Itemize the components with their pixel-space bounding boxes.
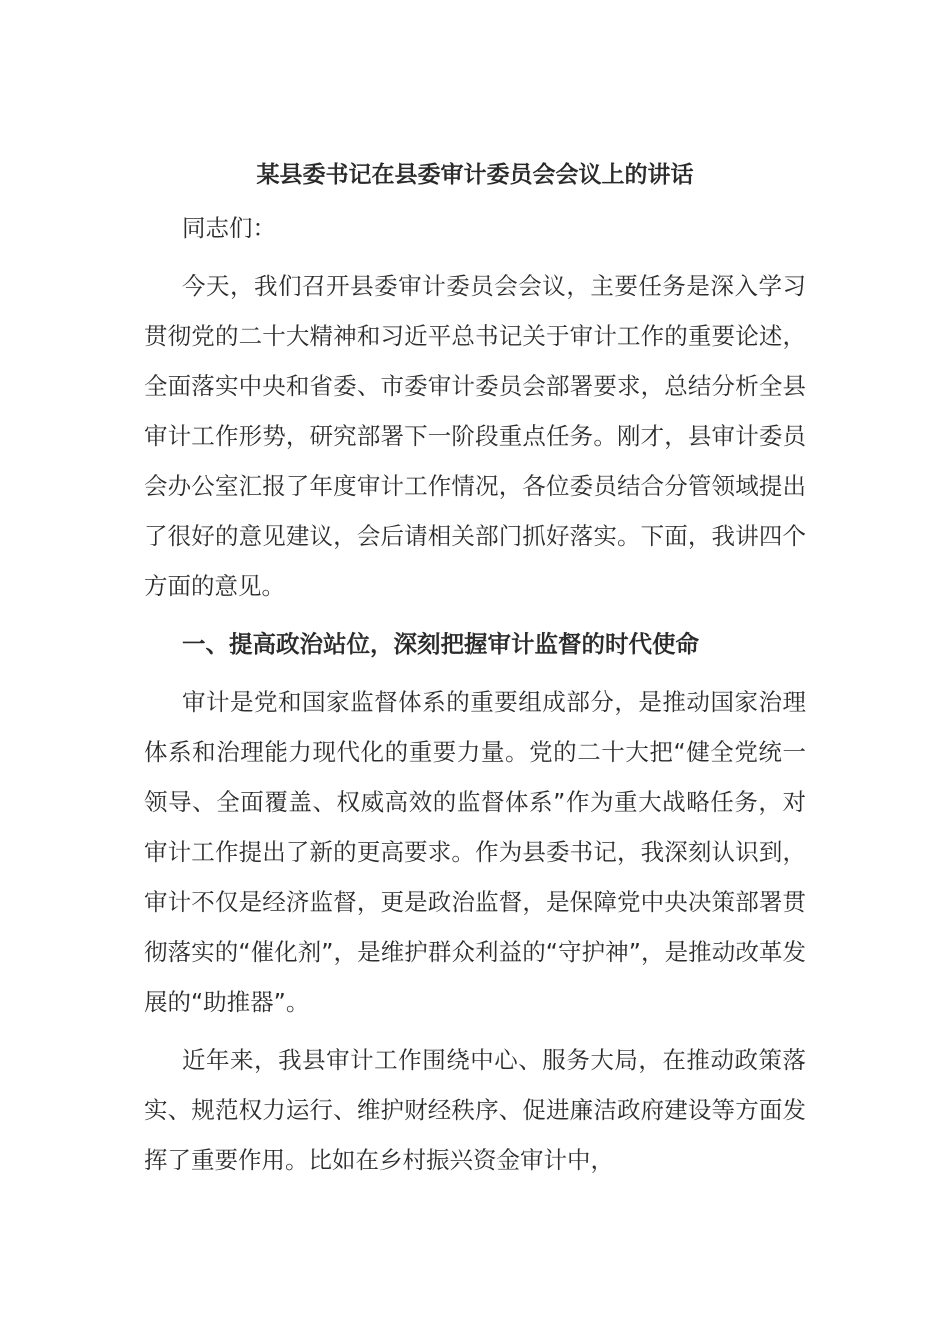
intro-paragraph: 今天，我们召开县委审计委员会会议，主要任务是深入学习贯彻党的二十大精神和习近平总书记关于审计工作的重要论述，全面落实中央和省委、市委审计委员会部署要求，总结分析全县审计工作形势，研究部署下一阶段重点任务。刚才，县审计委员会办公室汇报了年度审计工作情况，各位委员结合分管领域提出了很好的意见建议，会后请相关部门抓好落实。下面，我讲四个方面的意见。	[144, 272, 806, 600]
section-1-paragraph-1: 审计是党和国家监督体系的重要组成部分，是推动国家治理体系和治理能力现代化的重要力量。党的二十大把“健全党统一领导、全面覆盖、权威高效的监督体系”作为重大战略任务，对审计工作提出了新的更高要求。作为县委书记，我深刻认识到，审计不仅是经济监督，更是政治监督，是保障党中央决策部署贯彻落实的“催化剂”，是维护群众利益的“守护神”，是推动改革发展的“助推器”。	[144, 688, 806, 1016]
section-heading-1: 一、提高政治站位，深刻把握审计监督的时代使命	[182, 630, 699, 658]
section-1-paragraph-2: 近年来，我县审计工作围绕中心、服务大局，在推动政策落实、规范权力运行、维护财经秩序、促进廉洁政府建设等方面发挥了重要作用。比如在乡村振兴资金审计中，	[144, 1046, 806, 1174]
document-page	[144, 150, 806, 1193]
salutation: 同志们：	[182, 214, 276, 242]
document-title: 某县委书记在县委审计委员会会议上的讲话	[256, 162, 694, 188]
